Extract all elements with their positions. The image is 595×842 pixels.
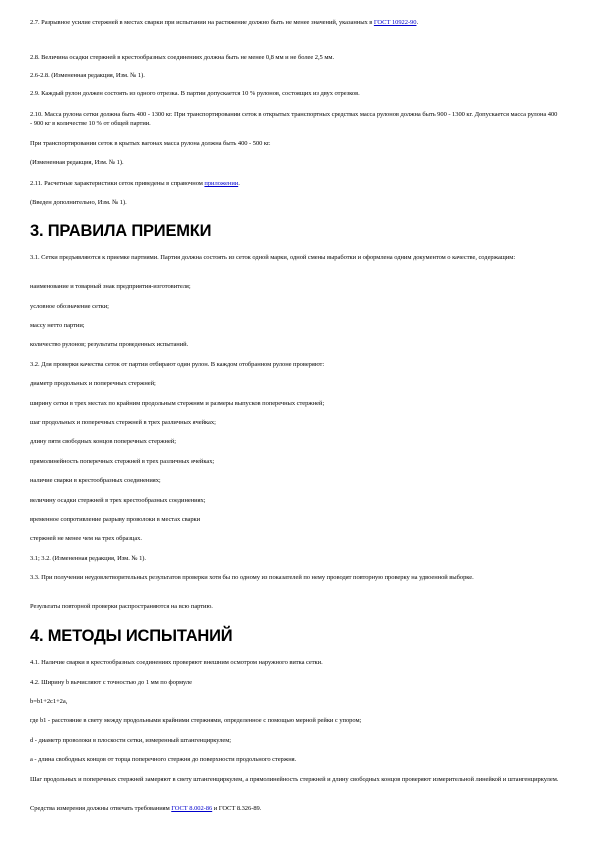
list-item: временное сопротивление разрыву проволоки в местах сварки — [30, 516, 201, 523]
para-3-3: 3.3. При получении неудовлетворительных результатов проверки хотя бы по одному из показателей по нему проводят повторную проверку на удвоенной выборке. — [30, 574, 474, 581]
addition-note: (Введен дополнительно, Изм. № 1). — [30, 199, 127, 206]
para-2-11: 2.11. Расчетные характеристики сеток приведены в справочном приложении. — [30, 180, 240, 187]
para-2-10: 2.10. Масса рулона сетки должна быть 400 - 1300 кг. При транспортировании сеток в открытых транспортных средствах масса рулонов должна быть 900 - 1300 кг. Допускается масса рулона 400 - 900 кг в количестве 10 % от общей партии. — [30, 111, 558, 127]
formula: b=b1+2c1+2a, — [30, 698, 68, 705]
list-item: диаметр продольных и поперечных стержней; — [30, 380, 156, 387]
list-item: величину осадки стержней в трех крестообразных соединениях; — [30, 497, 206, 504]
list-item: массу нетто партии; — [30, 322, 85, 329]
amendment-note: 2.6-2.8. (Измененная редакция, Изм. № 1). — [30, 72, 145, 79]
gost-8-002-link[interactable]: ГОСТ 8.002-86 — [171, 805, 213, 812]
para-3-1: 3.1. Сетки предъявляются к приемке партиями. Партия должна состоять из сеток одной марки, одной смены выработки и оформлена одним документом о качестве, содержащим: — [30, 254, 516, 261]
appendix-link[interactable]: приложении — [204, 180, 239, 187]
formula-b1-definition: где b1 - расстояние в свету между продольными крайними стержнями, определенное с помощью мерной рейки с упором; — [30, 717, 362, 724]
para-3-2: 3.2. Для проверки качества сеток от партии отбирают один рулон. В каждом отобранном рулоне проверяют: — [30, 361, 325, 368]
list-item: наличие сварки в крестообразных соединениях; — [30, 477, 161, 484]
formula-d-definition: d - диаметр проволоки в плоскости сетки, измеренный штангенциркулем; — [30, 737, 232, 744]
section-4-heading: 4. МЕТОДЫ ИСПЫТАНИЙ — [30, 627, 233, 645]
para-4-1: 4.1. Наличие сварки в крестообразных соединениях проверяют внешним осмотром наружного витка сетки. — [30, 659, 323, 666]
list-item: условное обозначение сетки; — [30, 303, 109, 310]
para-4-2: 4.2. Ширину b вычисляют с точностью до 1 мм по формуле — [30, 679, 192, 686]
list-item: шаг продольных и поперечных стержней в трех различных ячейках; — [30, 419, 216, 426]
para-2-9: 2.9. Каждый рулон должен состоять из одного отрезка. В партии допускается 10 % рулонов, состоящих из двух отрезков. — [30, 90, 360, 97]
section-3-heading: 3. ПРАВИЛА ПРИЕМКИ — [30, 222, 212, 240]
gost-10922-link[interactable]: ГОСТ 10922-90 — [373, 19, 417, 26]
formula-a-definition: a - длина свободных концов от торца поперечного стержня до поверхности продольного стержня. — [30, 756, 297, 763]
list-item: количество рулонов; результаты проведенных испытаний. — [30, 341, 189, 348]
para-covered-wagons: При транспортировании сеток в крытых вагонах масса рулона должна быть 400 - 500 кг. — [30, 140, 271, 147]
amendment-note: (Измененная редакция, Изм. № 1). — [30, 159, 124, 166]
list-item: ширину сетки в трех местах по крайним продольным стержням и размеры выпусков поперечных стержней; — [30, 400, 325, 407]
list-item: наименование и товарный знак предприятия-изготовителя; — [30, 283, 191, 290]
amendment-note: 3.1; 3.2. (Измененная редакция, Изм. № 1). — [30, 555, 146, 562]
para-2-8: 2.8. Величина осадки стержней в крестообразных соединениях должна быть не менее 0,8 мм и не более 2,5 мм. — [30, 54, 335, 61]
list-item: стержней не менее чем на трех образцах. — [30, 535, 142, 542]
list-item: длину пяти свободных концов поперечных стержней; — [30, 438, 176, 445]
list-item: прямолинейность поперечных стержней в трех различных ячейках; — [30, 458, 215, 465]
para-retest: Результаты повторной проверки распространяются на всю партию. — [30, 603, 213, 610]
para-2-7: 2.7. Разрывное усилие стержней в местах сварки при испытании на растяжение должно быть не менее значений, указанных в ГОСТ 10922-90. — [30, 19, 419, 26]
para-measurement: Шаг продольных и поперечных стержней замеряют в свету штангенциркулем, а прямолинейность стержней и длину свободных концов проверяют измерительной линейкой и штангенциркулем. — [30, 776, 559, 783]
para-measuring-tools: Средства измерения должны отвечать требованиям ГОСТ 8.002-86 и ГОСТ 8.326-89. — [30, 805, 262, 812]
